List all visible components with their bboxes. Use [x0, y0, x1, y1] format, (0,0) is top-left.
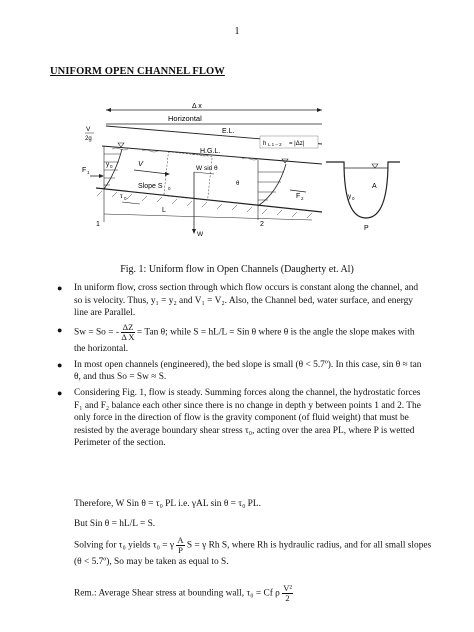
dx-arrow-right: [317, 108, 322, 112]
wsin-arrow: [194, 172, 214, 174]
ap-fraction: [176, 536, 184, 555]
velocity-profile-2: [258, 164, 286, 206]
f1-arrowhead: [99, 174, 104, 178]
slope-label: Slope S: [138, 183, 163, 190]
list-item: [54, 323, 424, 356]
bullet-text-4: Considering Fig. 1, flow is steady. Summing forces along the channel, the hydrostatic forces F₁ and F₂ balance each other since there is no change in depth y between points 1 and 2. The only force in the direction of flow is the gravity component (of fluid weight) that must be resisted by the average boundary shear stress τ₀, acting over the area PL, where P is wetted Perimeter of the section.: [74, 387, 421, 449]
weight-arrowhead: [192, 229, 196, 234]
tau0-sub: 0: [124, 196, 127, 201]
point-1-label: 1: [96, 221, 100, 228]
area-label: A: [372, 183, 377, 190]
figure-caption: Fig. 1: Uniform flow in Open Channels (Daugherty et. Al): [120, 264, 354, 275]
water-ripples: [112, 148, 258, 160]
velocity-profile-1: [104, 149, 122, 189]
f1-sub: 1: [87, 170, 90, 175]
bed-hatching: [97, 191, 312, 218]
hl-sub-label: L 1 – 2: [268, 142, 282, 147]
equation-3: [74, 536, 434, 569]
y0-sub: 0: [110, 164, 113, 169]
slope-sub: 0: [168, 186, 171, 191]
equation-3-pre: Solving for τ₀ yields τ₀ = γ: [74, 540, 175, 551]
bullet-text-2-pre: Sw = So = -: [74, 327, 119, 338]
list-item: [54, 387, 424, 450]
list-item: [54, 282, 424, 320]
velocity-arrows-1: [104, 154, 120, 185]
perimeter-label: P: [364, 225, 369, 232]
equation-1: Therefore, W Sin θ = τ₀ PL i.e. γAL sin θ = τ₀ PL.: [74, 499, 261, 509]
g2-label: 2g: [85, 136, 92, 142]
equation-4: [74, 584, 434, 603]
hl-label: h: [263, 141, 267, 147]
equation-3-post: S = γ Rh S, where Rh is hydraulic radius, and for all small slopes (θ < 5.7º), So may be taken as equal to S.: [74, 540, 432, 567]
point-2-label: 2: [260, 221, 264, 228]
equation-4-pre: Rem.: Average Shear stress at bounding wall, τ₀ = Cf ρ: [74, 588, 280, 599]
v-label: V: [138, 159, 144, 168]
bullet-list: [54, 282, 424, 453]
equation-2: But Sin θ = hL/L = S.: [74, 519, 156, 529]
v-arrow: [134, 170, 168, 174]
fraction-denominator: Δ X: [121, 331, 135, 342]
hgl-label: H.G.L.: [200, 148, 221, 155]
cross-section-triangle: [372, 164, 378, 168]
y0b-sub: 0: [352, 196, 355, 201]
velocity-arrows-2: [258, 172, 284, 200]
el-label: E.L.: [222, 128, 235, 135]
f1-label: F: [82, 167, 87, 174]
fraction-denominator: P: [178, 545, 183, 555]
bullet-icon: ●: [57, 387, 63, 398]
horizontal-label: Horizontal: [168, 114, 202, 123]
delta-fraction: [121, 323, 134, 342]
tau0-label: τ: [120, 193, 123, 200]
v2-label: V: [86, 126, 91, 133]
f2-arrow: [290, 190, 306, 192]
dx-arrow-left: [106, 108, 111, 112]
fraction-denominator: 2: [285, 593, 290, 603]
v2-fraction: [282, 584, 293, 603]
list-item: [54, 359, 424, 384]
y0b-label: y: [348, 193, 352, 200]
bullet-icon: ●: [57, 283, 63, 293]
page-number: 1: [234, 26, 240, 37]
wsin-label: W sin θ: [196, 165, 218, 172]
w-label: W: [197, 231, 204, 238]
l-dimension-line: [104, 214, 312, 220]
cross-section: [326, 162, 400, 218]
control-volume: [164, 152, 212, 200]
f2-sub: 2: [301, 196, 304, 201]
bullet-text-1: In uniform flow, cross section through which flow occurs is constant along the channel, and so is velocity. Thus, y₁ = y₂ and V₁ = V₂. Also, the Channel bed, water surface, and energy line are Parallel.: [74, 283, 419, 319]
fraction-numerator: ΔZ: [122, 321, 134, 332]
fraction-numerator: V²: [283, 583, 292, 593]
fraction-numerator: A: [177, 535, 184, 545]
bullet-icon: ●: [57, 359, 63, 370]
bullet-text-3: In most open channels (engineered), the bed slope is small (θ < 5.7º). In this case, sin θ ≈ tan θ, and thus So = Sw ≈ S.: [74, 359, 422, 383]
f2-label: F: [296, 193, 301, 200]
bullet-icon: ●: [57, 324, 63, 335]
channel-bed: [96, 188, 322, 212]
l-label: L: [162, 207, 166, 214]
y0-label: y: [106, 161, 110, 168]
tau0-arrow: [122, 202, 140, 204]
theta-label: θ: [236, 181, 240, 187]
bullet-text-2-post: = Tan θ; while S = hL/L = Sin θ where θ is the angle the slope makes with the horizontal.: [74, 327, 415, 354]
dx-label: Δ x: [192, 103, 202, 110]
hgl-triangle-1: [118, 143, 124, 147]
uniform-flow-figure: [82, 102, 402, 250]
hl-eq-label: = |Δz|: [289, 141, 305, 147]
section-heading: UNIFORM OPEN CHANNEL FLOW: [50, 66, 225, 77]
